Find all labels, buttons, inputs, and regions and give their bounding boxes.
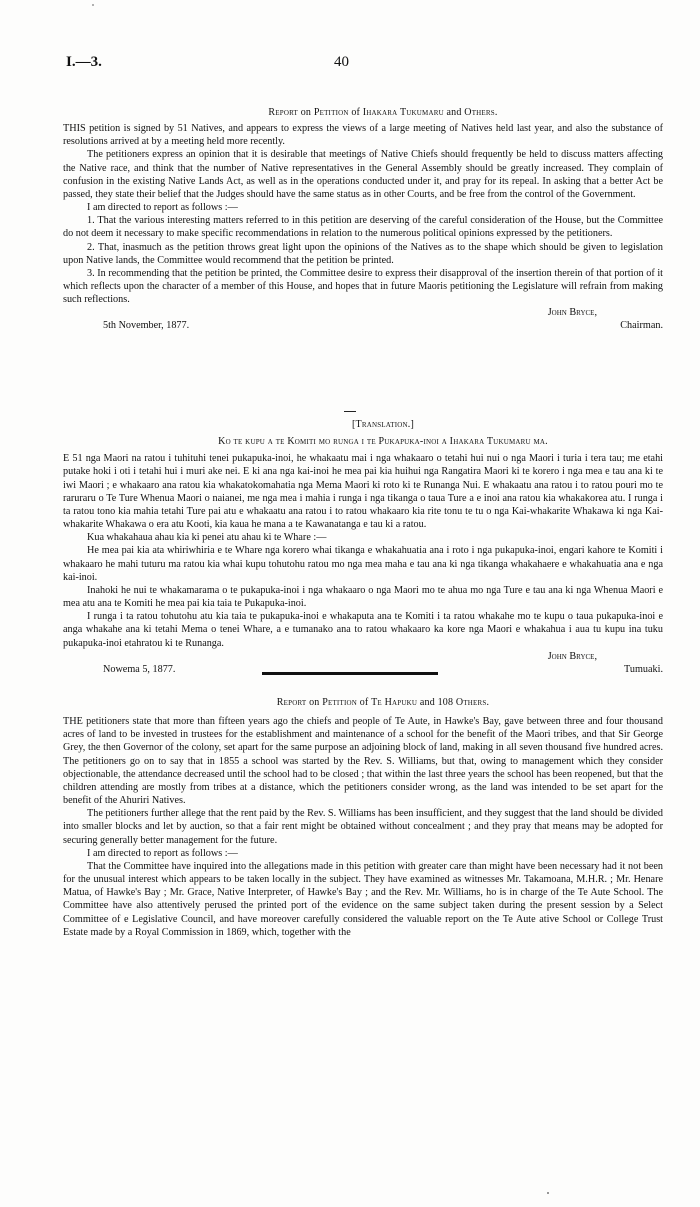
- paragraph: The petitioners further allege that the rent paid by the Rev. S. Williams has been insufficient, and they suggest that the land should be divided into smaller blocks and let by auction, so that a fair rent might be obtained without concealment ; and they pray that means may be adopted for securing generally better management for the future.: [63, 808, 663, 846]
- paragraph: That the Committee have inquired into the allegations made in this petition with greater care than might have been necessary had it not been for the unusual interest which appears to be taken locally in the subject. They have examined as witnesses Mr. Takamoana, M.H.R. ; Mr. Henare Matua, of Hawke's Bay ; Mr. Grace, Native Interpreter, of Hawke's Bay ; and the Rev. Mr. Williams, ho is in charge of the Te Aute School. The Committee have also attentively perused the printed port of the evidence on the same subject taken during the present session by a Select Committee of e Legislative Council, and have moreover carefully considered the valuable report on the Te Aute ative School or College Trust Estate made by a Royal Commission in 1869, which, together with the: [63, 860, 663, 938]
- paragraph: 3. In recommending that the petition be printed, the Committee desire to express their disapproval of the insertion therein of that portion of it which reflects upon the character of a member of this House, and hopes that in future Maoris petitioning the Legislature will refrain from making such reflections.: [63, 267, 663, 306]
- translation-title-text: Ko te kupu a te Komiti mo runga i te Pukapuka-inoi a Ihakara Tukumaru ma.: [218, 436, 548, 448]
- title-word: on: [309, 697, 320, 708]
- title-word: of: [359, 697, 369, 708]
- title-word: and 108: [419, 697, 454, 708]
- paragraph: Inahoki he nui te whakamarama o te pukapuka-inoi i nga whakaaro o nga Maori mo te ahua mo nga Ture e tau ana ki nga Whenua Maori e mea atu ana te Komiti he mea pai kia taia te Pukapuka-inoi.: [63, 584, 663, 610]
- title-word: Petition: [313, 107, 349, 118]
- paragraph: THE petitioners state that more than fifteen years ago the chiefs and people of Te Aute, in Hawke's Bay, gave between three and four thousand acres of land to be invested in trustees for the establishment and maintenance of a school for the benefit of the Maori tribes, and that Sir George Grey, the then Governor of the colony, set apart for the same purpose an adjoining block of land, making in all seven thousand five hundred acres. The petitioners go on to say that in 1855 a school was started by the Rev. S. Williams, but that, owing to management which they consider objectionable, the attendance decreased until the school had to be closed ; that within the last three years the school has been reopened, but that the children attending are mostly from tribes at a distance, which the petitioners consider wrong, as the land was intended to be set apart for the benefit of the Ahuriri Natives.: [63, 716, 663, 807]
- signature-block: [103, 306, 663, 333]
- translation-label-text: [Translation.]: [351, 419, 414, 430]
- paragraph: I runga i ta ratou tohutohu atu kia taia te pukapuka-inoi e whakaputa ana te Komiti i ta ratou whakahe mo te kupu o taua pukapuka-inoi e anga whakahe ana ki tetahi Mema o tenei Whare, a e tumanako ana to ratou whakaaro ka kore nga Maori e whakahua i aua tu kupu ina tuku pukapuka-inoi etahratou ki te Runanga.: [63, 611, 663, 649]
- translation-section: [63, 418, 663, 677]
- document-reference: I.—3.: [66, 54, 102, 70]
- paragraph: E 51 nga Maori na ratou i tuhituhi tenei pukapuka-inoi, he whakaatu mai i nga whakaaro o tetahi hui nui o nga Maori i turia i tera tau; me etahi putake hoki i oti i tetahi hui i muri ake nei. E ki ana nga kai-inoi he mea pai kia huihui nga Rangatira Maori ki te korero i nga mea e tau ana ki te iwi Maori ; e whakaaro ana ratou kia whakatokomahatia nga Mema Maori ki roto ki te Runanga Nui. E whakaatu ana ratou i to ratou pouri mo te raruraru o Te Ture Whenua Maori o naianei, me nga mea i mahia i runga i nga tikanga o taua Ture a e inoi ana ratou kia whakakorea atu. I runga i ta ratou tono kia mahia tetahi Ture pai atu e whakaatu ana ratou i to ratou whakaaro kia rite tonu te tu o nga Kai-whakarite Whakawa ki nga Kai-whakarite Whakawa o era atu Kooti, kia kaua he mana a te Kawanatanga e tau ki a ratou.: [63, 453, 663, 531]
- report-date: Nowema 5, 1877.: [103, 663, 176, 675]
- signatory-role: Tumuaki.: [624, 663, 663, 675]
- title-word: Others.: [455, 697, 490, 708]
- page-number: 40: [334, 54, 349, 70]
- title-word: Report: [276, 697, 307, 708]
- title-word: Report: [268, 107, 299, 118]
- report-date: 5th November, 1877.: [103, 320, 190, 332]
- translation-title: [103, 435, 663, 448]
- signatory-role: Chairman.: [620, 320, 663, 332]
- signatory-name: John Bryce,: [547, 650, 597, 662]
- paragraph: I am directed to report as follows :—: [87, 202, 238, 214]
- petitioner-name: Ihakara Tukumaru: [362, 107, 444, 118]
- report-tehapuku-section: [63, 696, 663, 939]
- paragraph: 2. That, inasmuch as the petition throws great light upon the opinions of the Natives as to the shape which should be given to legislation upon Native lands, the Committee would recommend that the petition be printed.: [63, 241, 663, 266]
- report-ihakara-section: [63, 106, 663, 333]
- section-divider: [262, 672, 438, 675]
- title-word: and: [446, 107, 462, 118]
- title-word: of: [351, 107, 361, 118]
- translation-label: [103, 418, 663, 431]
- signatory-name: John Bryce,: [547, 307, 597, 319]
- paragraph: THIS petition is signed by 51 Natives, and appears to express the views of a large meeting of Natives held last year, and also the substance of resolutions arrived at by a meeting held more recently.: [63, 123, 663, 148]
- paragraph: I am directed to report as follows :—: [87, 847, 238, 859]
- report-ihakara-title: [103, 106, 663, 119]
- title-word: Petition: [322, 697, 357, 708]
- title-word: on: [300, 107, 312, 118]
- petitioner-name: Te Hapuku: [371, 697, 418, 708]
- paragraph: 1. That the various interesting matters referred to in this petition are deserving of the careful consideration of the House, but the Committee do not deem it necessary to make specific recommendations in relation to the numerous political opinions expressed by the petitioners.: [63, 215, 663, 240]
- paragraph: He mea pai kia ata whiriwhiria e te Whare nga korero whai tikanga e whakahuatia ana i roto i nga pukapuka-inoi, engari kahore te Komiti i whakaaro he mahi tuturu ma ratou kia whai kupu tohutohu ratou mo nga mea maha e tau ana ki nga tikanga whakahaere e whakahuatia ana e nga kai-inoi.: [63, 545, 663, 583]
- paragraph: The petitioners express an opinion that it is desirable that meetings of Native Chiefs should frequently be held to discuss matters affecting the Native race, and think that the number of Native representatives in the General Assembly should be greatly increased. They complain of confusion in the existing Native Lands Act, as well as in the operations conducted under it, and pray for its repeal. In asking that a better Act be passed, they state their belief that the Judges should have the same status as in other Courts, and be free from the control of the Government.: [63, 149, 663, 200]
- speck-mark: [547, 1192, 549, 1194]
- report-tehapuku-title: [103, 696, 663, 709]
- title-word: Others.: [464, 107, 498, 118]
- paragraph: Kua whakahaua ahau kia ki penei atu ahau ki te Whare :—: [87, 532, 327, 544]
- short-divider: [344, 411, 356, 412]
- speck-mark: [92, 4, 94, 6]
